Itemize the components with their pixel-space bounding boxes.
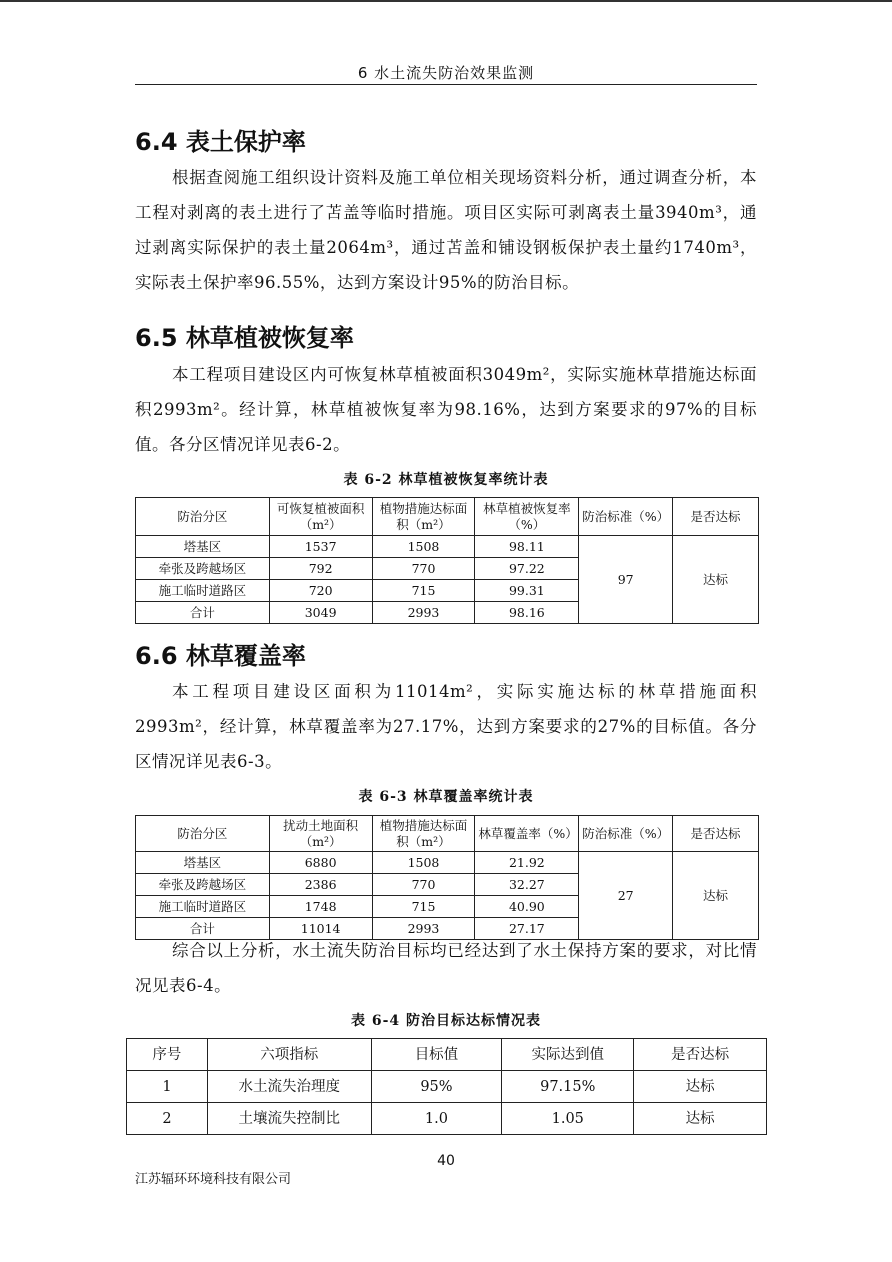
table-cell: 1537	[269, 536, 372, 558]
table-cell: 97.22	[475, 558, 579, 580]
running-header: 6 水土流失防治效果监测	[357, 64, 535, 82]
table-cell: 720	[269, 580, 372, 602]
column-header: 序号	[127, 1039, 208, 1071]
section-heading-6-6: 6.6 林草覆盖率	[135, 642, 306, 670]
paragraph-6-4: 根据查阅施工组织设计资料及施工单位相关现场资料分析，通过调查分析，本工程对剥离的表土进行了苫盖等临时措施。项目区实际可剥离表土量3940m³，通过剥离实际保护的表土量2064m³，通过苫盖和铺设钢板保护表土量约1740m³，实际表土保护率96.55%，达到方案设计95%的防治目标。	[135, 168, 757, 292]
table-cell: 1508	[372, 536, 475, 558]
table-caption-6-4: 表 6-4 防治目标达标情况表	[350, 1013, 542, 1029]
table-6-3	[135, 815, 759, 940]
page-number: 40	[437, 1153, 455, 1169]
table-cell: 达标	[634, 1071, 767, 1103]
column-header: 防治标准（%）	[579, 816, 673, 852]
section-heading-6-4: 6.4 表土保护率	[135, 128, 306, 156]
paragraph-6-6: 本工程项目建设区面积为11014m²，实际实施达标的林草措施面积2993m²，经计算，林草覆盖率为27.17%，达到方案要求的27%的目标值。各分区情况详见表6-3。	[135, 682, 757, 771]
column-header: 林草植被恢复率（%）	[475, 498, 579, 536]
table-header-row	[127, 1039, 767, 1071]
column-header: 是否达标	[673, 816, 759, 852]
table-cell: 塔基区	[136, 852, 270, 874]
table-cell: 40.90	[475, 896, 579, 918]
table-header-row	[136, 498, 759, 536]
paragraph-6-5: 本工程项目建设区内可恢复林草植被面积3049m²，实际实施林草措施达标面积2993m²。经计算，林草植被恢复率为98.16%，达到方案要求的97%的目标值。各分区情况详见表6-2。	[135, 365, 757, 454]
table-cell: 水土流失治理度	[207, 1071, 371, 1103]
table-cell: 3049	[269, 602, 372, 624]
table-cell: 770	[372, 874, 475, 896]
standard-cell: 27	[579, 852, 673, 940]
column-header: 林草覆盖率（%）	[475, 816, 579, 852]
table-cell: 21.92	[475, 852, 579, 874]
table-caption-6-3: 表 6-3 林草覆盖率统计表	[358, 789, 534, 805]
table-cell: 2993	[372, 918, 475, 940]
column-header: 植物措施达标面积（m²）	[372, 498, 475, 536]
top-border	[0, 0, 892, 2]
table-cell: 合计	[136, 918, 270, 940]
table-cell: 施工临时道路区	[136, 580, 270, 602]
footer-company: 江苏辐环环境科技有限公司	[135, 1172, 292, 1187]
table-cell: 97.15%	[502, 1071, 634, 1103]
table-cell: 施工临时道路区	[136, 896, 270, 918]
result-cell: 达标	[673, 536, 759, 624]
table-cell: 99.31	[475, 580, 579, 602]
table-cell: 27.17	[475, 918, 579, 940]
table-cell: 1508	[372, 852, 475, 874]
table-cell: 土壤流失控制比	[207, 1103, 371, 1135]
section-heading-6-5: 6.5 林草植被恢复率	[135, 324, 354, 352]
standard-cell: 97	[579, 536, 673, 624]
table-cell: 770	[372, 558, 475, 580]
table-row	[136, 852, 759, 874]
table-cell: 牵张及跨越场区	[136, 558, 270, 580]
table-row	[136, 536, 759, 558]
column-header: 实际达到值	[502, 1039, 634, 1071]
column-header: 扰动土地面积（m²）	[269, 816, 372, 852]
column-header: 是否达标	[673, 498, 759, 536]
table-cell: 1.0	[371, 1103, 502, 1135]
table-cell: 98.16	[475, 602, 579, 624]
table-cell: 715	[372, 896, 475, 918]
table-cell: 6880	[269, 852, 372, 874]
table-cell: 塔基区	[136, 536, 270, 558]
header-rule	[135, 84, 757, 85]
table-cell: 95%	[371, 1071, 502, 1103]
column-header: 可恢复植被面积（m²）	[269, 498, 372, 536]
table-caption-6-2: 表 6-2 林草植被恢复率统计表	[343, 472, 549, 488]
column-header: 防治标准（%）	[579, 498, 673, 536]
column-header: 植物措施达标面积（m²）	[372, 816, 475, 852]
table-cell: 98.11	[475, 536, 579, 558]
table-cell: 2993	[372, 602, 475, 624]
paragraph-summary: 综合以上分析，水土流失防治目标均已经达到了水土保持方案的要求，对比情况见表6-4。	[135, 941, 757, 995]
table-cell: 11014	[269, 918, 372, 940]
column-header: 六项指标	[207, 1039, 371, 1071]
table-cell: 牵张及跨越场区	[136, 874, 270, 896]
table-6-4	[126, 1038, 767, 1135]
table-cell: 32.27	[475, 874, 579, 896]
table-header-row	[136, 816, 759, 852]
table-cell: 合计	[136, 602, 270, 624]
result-cell: 达标	[673, 852, 759, 940]
table-cell: 1748	[269, 896, 372, 918]
table-cell: 2	[127, 1103, 208, 1135]
column-header: 防治分区	[136, 498, 270, 536]
column-header: 是否达标	[634, 1039, 767, 1071]
table-cell: 792	[269, 558, 372, 580]
table-cell: 1	[127, 1071, 208, 1103]
table-6-2	[135, 497, 759, 624]
table-cell: 1.05	[502, 1103, 634, 1135]
table-row	[127, 1071, 767, 1103]
column-header: 目标值	[371, 1039, 502, 1071]
table-cell: 达标	[634, 1103, 767, 1135]
table-cell: 715	[372, 580, 475, 602]
column-header: 防治分区	[136, 816, 270, 852]
table-cell: 2386	[269, 874, 372, 896]
table-row	[127, 1103, 767, 1135]
